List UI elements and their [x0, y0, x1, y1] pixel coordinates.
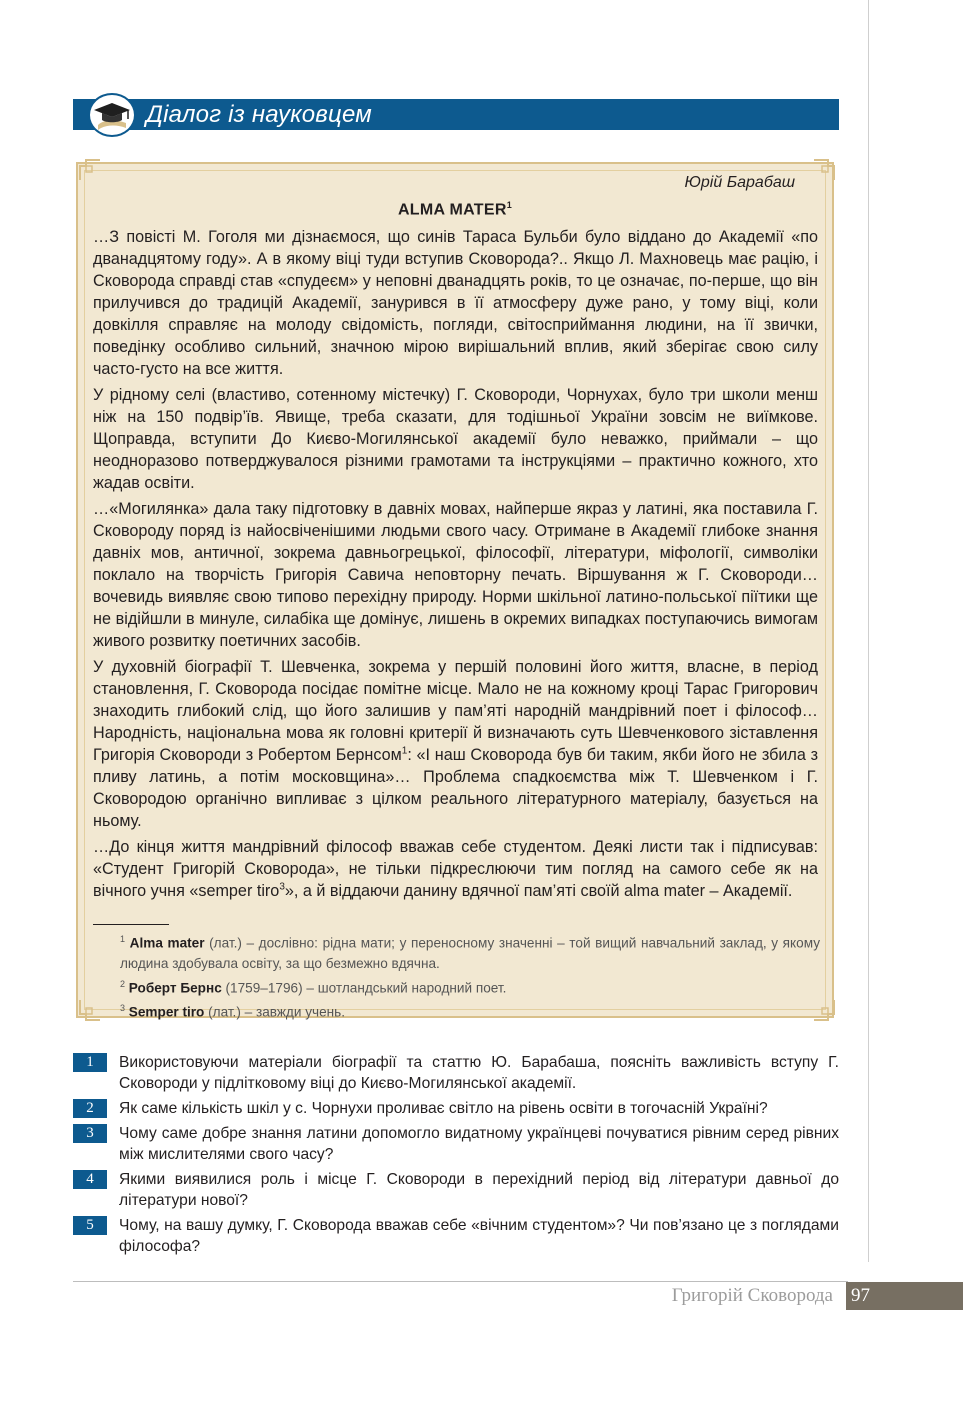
question-text: Якими виявилися роль і місце Г. Сковороди в перехідний період від літератури давньої до літератури нової?	[119, 1171, 839, 1209]
question-number: 2	[73, 1099, 107, 1118]
graduation-cap-icon	[88, 93, 136, 137]
question-item	[73, 1123, 839, 1165]
question-item	[73, 1215, 839, 1257]
footnote-ref: 3	[279, 881, 285, 893]
page-margin-rule	[868, 0, 869, 1262]
article-paragraph	[93, 656, 818, 832]
footer-divider	[73, 1281, 848, 1282]
question-item	[73, 1052, 839, 1094]
question-number: 4	[73, 1170, 107, 1189]
section-title: Діалог із науковцем	[146, 101, 372, 128]
question-number: 1	[73, 1053, 107, 1072]
page-number: 97	[851, 1285, 870, 1306]
question-text: Використовуючи матеріали біографії та статтю Ю. Барабаша, поясніть важливість вступу Г. Сковороди у підлітковому віці до Києво-Могилянської академії.	[119, 1054, 839, 1092]
footnote-text: (лат.) – завжди учень.	[204, 1004, 346, 1020]
question-text: Чому, на вашу думку, Г. Сковорода вважав себе «вічним студентом»? Чи пов’язано це з поглядами філософа?	[119, 1217, 839, 1255]
question-number: 5	[73, 1216, 107, 1235]
footnote	[93, 998, 820, 1023]
paragraph-text: …До кінця життя мандрівний філософ вважав себе студентом. Деякі листи так і підписував: «Студент Григорій Сковорода», не тільки підкреслюючи тим погляд на самого себе як на вічного учня «semper tiro	[93, 838, 818, 900]
frame-corner-ornament	[78, 158, 102, 182]
question-text: Як саме кількість шкіл у с. Чорнухи проливає світло на рівень освіти в тогочасній Україні?	[119, 1100, 768, 1117]
footnote-ref: 1	[506, 200, 513, 210]
question-item	[73, 1098, 839, 1119]
article-title	[84, 200, 826, 219]
footnote-number: 2	[120, 978, 126, 989]
question-list	[73, 1052, 839, 1261]
footnote-term: Alma mater	[129, 935, 205, 951]
article-paragraph	[93, 836, 818, 902]
footnote-ref: 1	[401, 745, 408, 757]
paragraph-text: », а й віддаючи данину вдячної пам’яті своїй alma mater – Академії.	[284, 882, 793, 900]
article-paragraph: …«Могилянка» дала таку підготовку в давніх мовах, найперше якраз у латині, яка поставила Г. Сковороду поряд із найосвіченішими людьми свого часу. Отримане в Академії глибоке знання давніх мов, античної, зокрема давньогрецької, філософії, літератури, міфології, символіки поклало на творчість Григорія Савича неповторну печать. Віршування ж Г. Сковороди… вочевидь виявляє свою типово перехідну природу. Норми шкільної латино-польської піїтики ще не відійшли в минуле, силабіка ще домінує, лишень в окремих випадках поступаючись вимогам живого розвитку поетичних засобів.	[93, 500, 818, 650]
footnote-text: (лат.) – дослівно: рідна мати; у переносному значенні – той вищий навчальний заклад, у якому людина здобувала освіту, за що безмежно вдячна.	[120, 935, 821, 971]
footnote-divider	[93, 924, 169, 925]
article-title-text: ALMA MATER	[397, 201, 507, 219]
paragraph-text: У духовній біографії Т. Шевченка, зокрема у першій половині його життя, власне, в період становлення, Г. Сковорода посідає помітне місце. Мало не на кожному кроці Тарас Григорович знаходить глибокий слід, що його залишив у пам’яті народній мандрівний поет і філософ… Народність, національна мова як головні критерії й визначають суть Шевченкового зіставлення Григорія Сковороди з Робертом Бернсом	[93, 658, 818, 764]
footnote-number: 1	[120, 934, 126, 944]
footnotes	[93, 929, 820, 1023]
footnote	[93, 929, 820, 974]
question-text: Чому саме добре знання латини допомогло видатному українцеві почуватися рівним серед рівних між мислителями свого часу?	[119, 1125, 839, 1163]
article-body	[93, 226, 818, 906]
question-number: 3	[73, 1124, 107, 1143]
footnote-term: Роберт Бернс	[128, 980, 222, 996]
footnote-text: (1759–1796) – шотландський народний поет.	[221, 980, 507, 996]
article-author: Юрій Барабаш	[684, 174, 795, 191]
article-paragraph: У рідному селі (властиво, сотенному містечку) Г. Сковороди, Чорнухах, було три школи менш ніж на 150 подвір’їв. Явище, треба сказати, для тодішньої України зовсім не виїмкове. Щоправда, вступити До Києво-Могилянської академії було неважко, приймали – що неодноразово потверджувалося різними грамотами та інструкціями – практично кожного, хто жадав освіти.	[93, 386, 818, 492]
paragraph-text: : «І наш Сковорода був би таким, якби його не збила з пливу латинь, а потім московщина»… Проблема спадкоємства між Т. Шевченком і Г. Сковородою органічно випливає з цілком реального літературного матеріалу, базується на ньому.	[93, 746, 818, 830]
running-footer-title: Григорій Сковорода	[671, 1285, 833, 1306]
frame-corner-ornament	[812, 158, 836, 182]
footnote-term: Semper tiro	[128, 1004, 205, 1020]
question-item	[73, 1169, 839, 1211]
footnote-number: 3	[120, 1003, 126, 1014]
footnote	[93, 974, 820, 999]
article-paragraph: …З повісті М. Гоголя ми дізнаємося, що синів Тараса Бульби було віддано до Академії «по дванадцятому году». А в якому віці туди вступив Сковорода?.. Якщо Л. Махновець має рацію, і Сковорода справді став «спудеєм» у неповні дванадцять років, то це означає, по-перше, що він прилучився до традицій Академії, занурився в її атмосферу дуже рано, у тому віці, коли довкілля справляє на молоду свідомість, погляди, світосприймання людини, на її звички, поведінку особливо сильний, значною мірою вирішальний вплив, який зберігає свою силу часто-густо на все життя.	[93, 228, 818, 378]
